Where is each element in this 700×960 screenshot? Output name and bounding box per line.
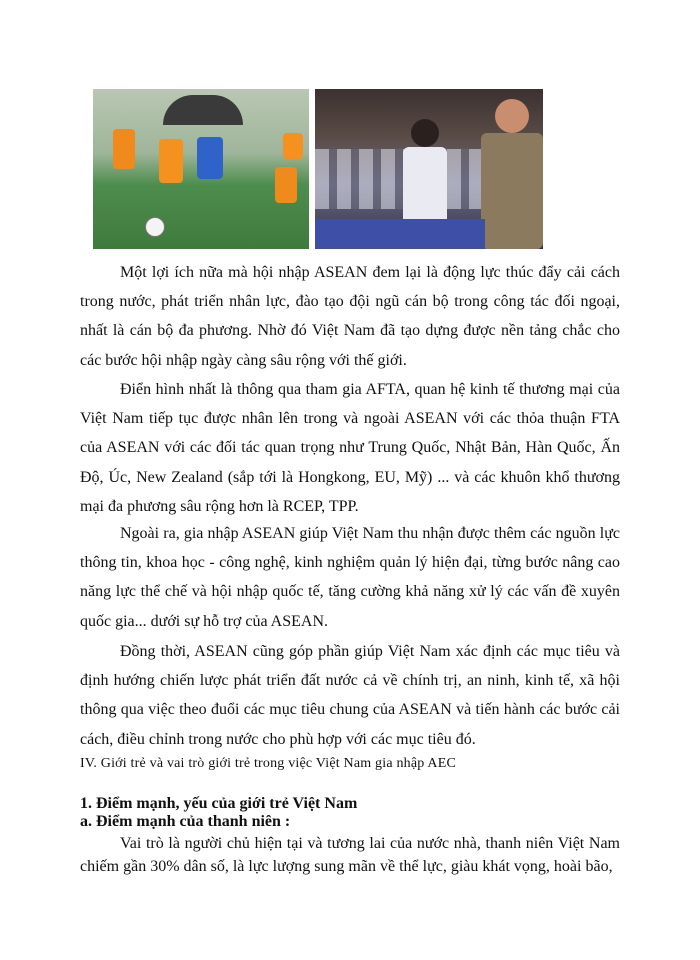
photo-students-meeting: [315, 89, 543, 249]
paragraph-4: Đồng thời, ASEAN cũng góp phần giúp Việt Nam xác định các mục tiêu và định hướng chiến lược phát triển đất nước cả về chính trị, an ninh, kinh tế, xã hội thông qua việc theo đuổi các mục tiêu chung của ASEAN và tiến hành các bước cải cách, điều chỉnh trong nước cho phù hợp với các mục tiêu đó.: [80, 643, 620, 748]
paragraph-3: Ngoài ra, gia nhập ASEAN giúp Việt Nam thu nhận được thêm các nguồn lực thông tin, khoa học - công nghệ, kinh nghiệm quản lý hiện đại, từng bước nâng cao năng lực thể chế và hội nhập quốc tế, tăng cường khả năng xử lý các vấn đề xuyên quốc gia... dưới sự hỗ trợ của ASEAN.: [80, 525, 620, 630]
heading-strengths-weaknesses: 1. Điểm mạnh, yếu của giới trẻ Việt Nam: [80, 795, 358, 812]
paragraph-2: Điển hình nhất là thông qua tham gia AFTA, quan hệ kinh tế thương mại của Việt Nam tiếp tục được nhân lên trong và ngoài ASEAN với các thỏa thuận FTA của ASEAN với các đối tác quan trọng như Trung Quốc, Nhật Bản, Hàn Quốc, Ấn Độ, Úc, New Zealand (sắp tới là Hongkong, EU, Mỹ) ... và các khuôn khổ thương mại đa phương sâu rộng hơn là RCEP, TPP.: [80, 381, 620, 515]
heading-youth-strengths: a. Điểm mạnh của thanh niên :: [80, 813, 291, 830]
section-heading-iv: IV. Giới trẻ và vai trò giới trẻ trong việc Việt Nam gia nhập AEC: [80, 756, 456, 771]
photo-children-football: [93, 89, 309, 249]
paragraph-1: Một lợi ích nữa mà hội nhập ASEAN đem lại là động lực thúc đẩy cải cách trong nước, phát triển nhân lực, đào tạo đội ngũ cán bộ trong công tác đối ngoại, nhất là cán bộ đa phương. Nhờ đó Việt Nam đã tạo dựng được nền tảng chắc cho các bước hội nhập ngày càng sâu rộng với thế giới.: [80, 264, 620, 369]
paragraph-5: Vai trò là người chủ hiện tại và tương lai của nước nhà, thanh niên Việt Nam chiếm gần 30% dân số, là lực lượng sung mãn về thể lực, giàu khát vọng, hoài bão,: [80, 835, 620, 875]
